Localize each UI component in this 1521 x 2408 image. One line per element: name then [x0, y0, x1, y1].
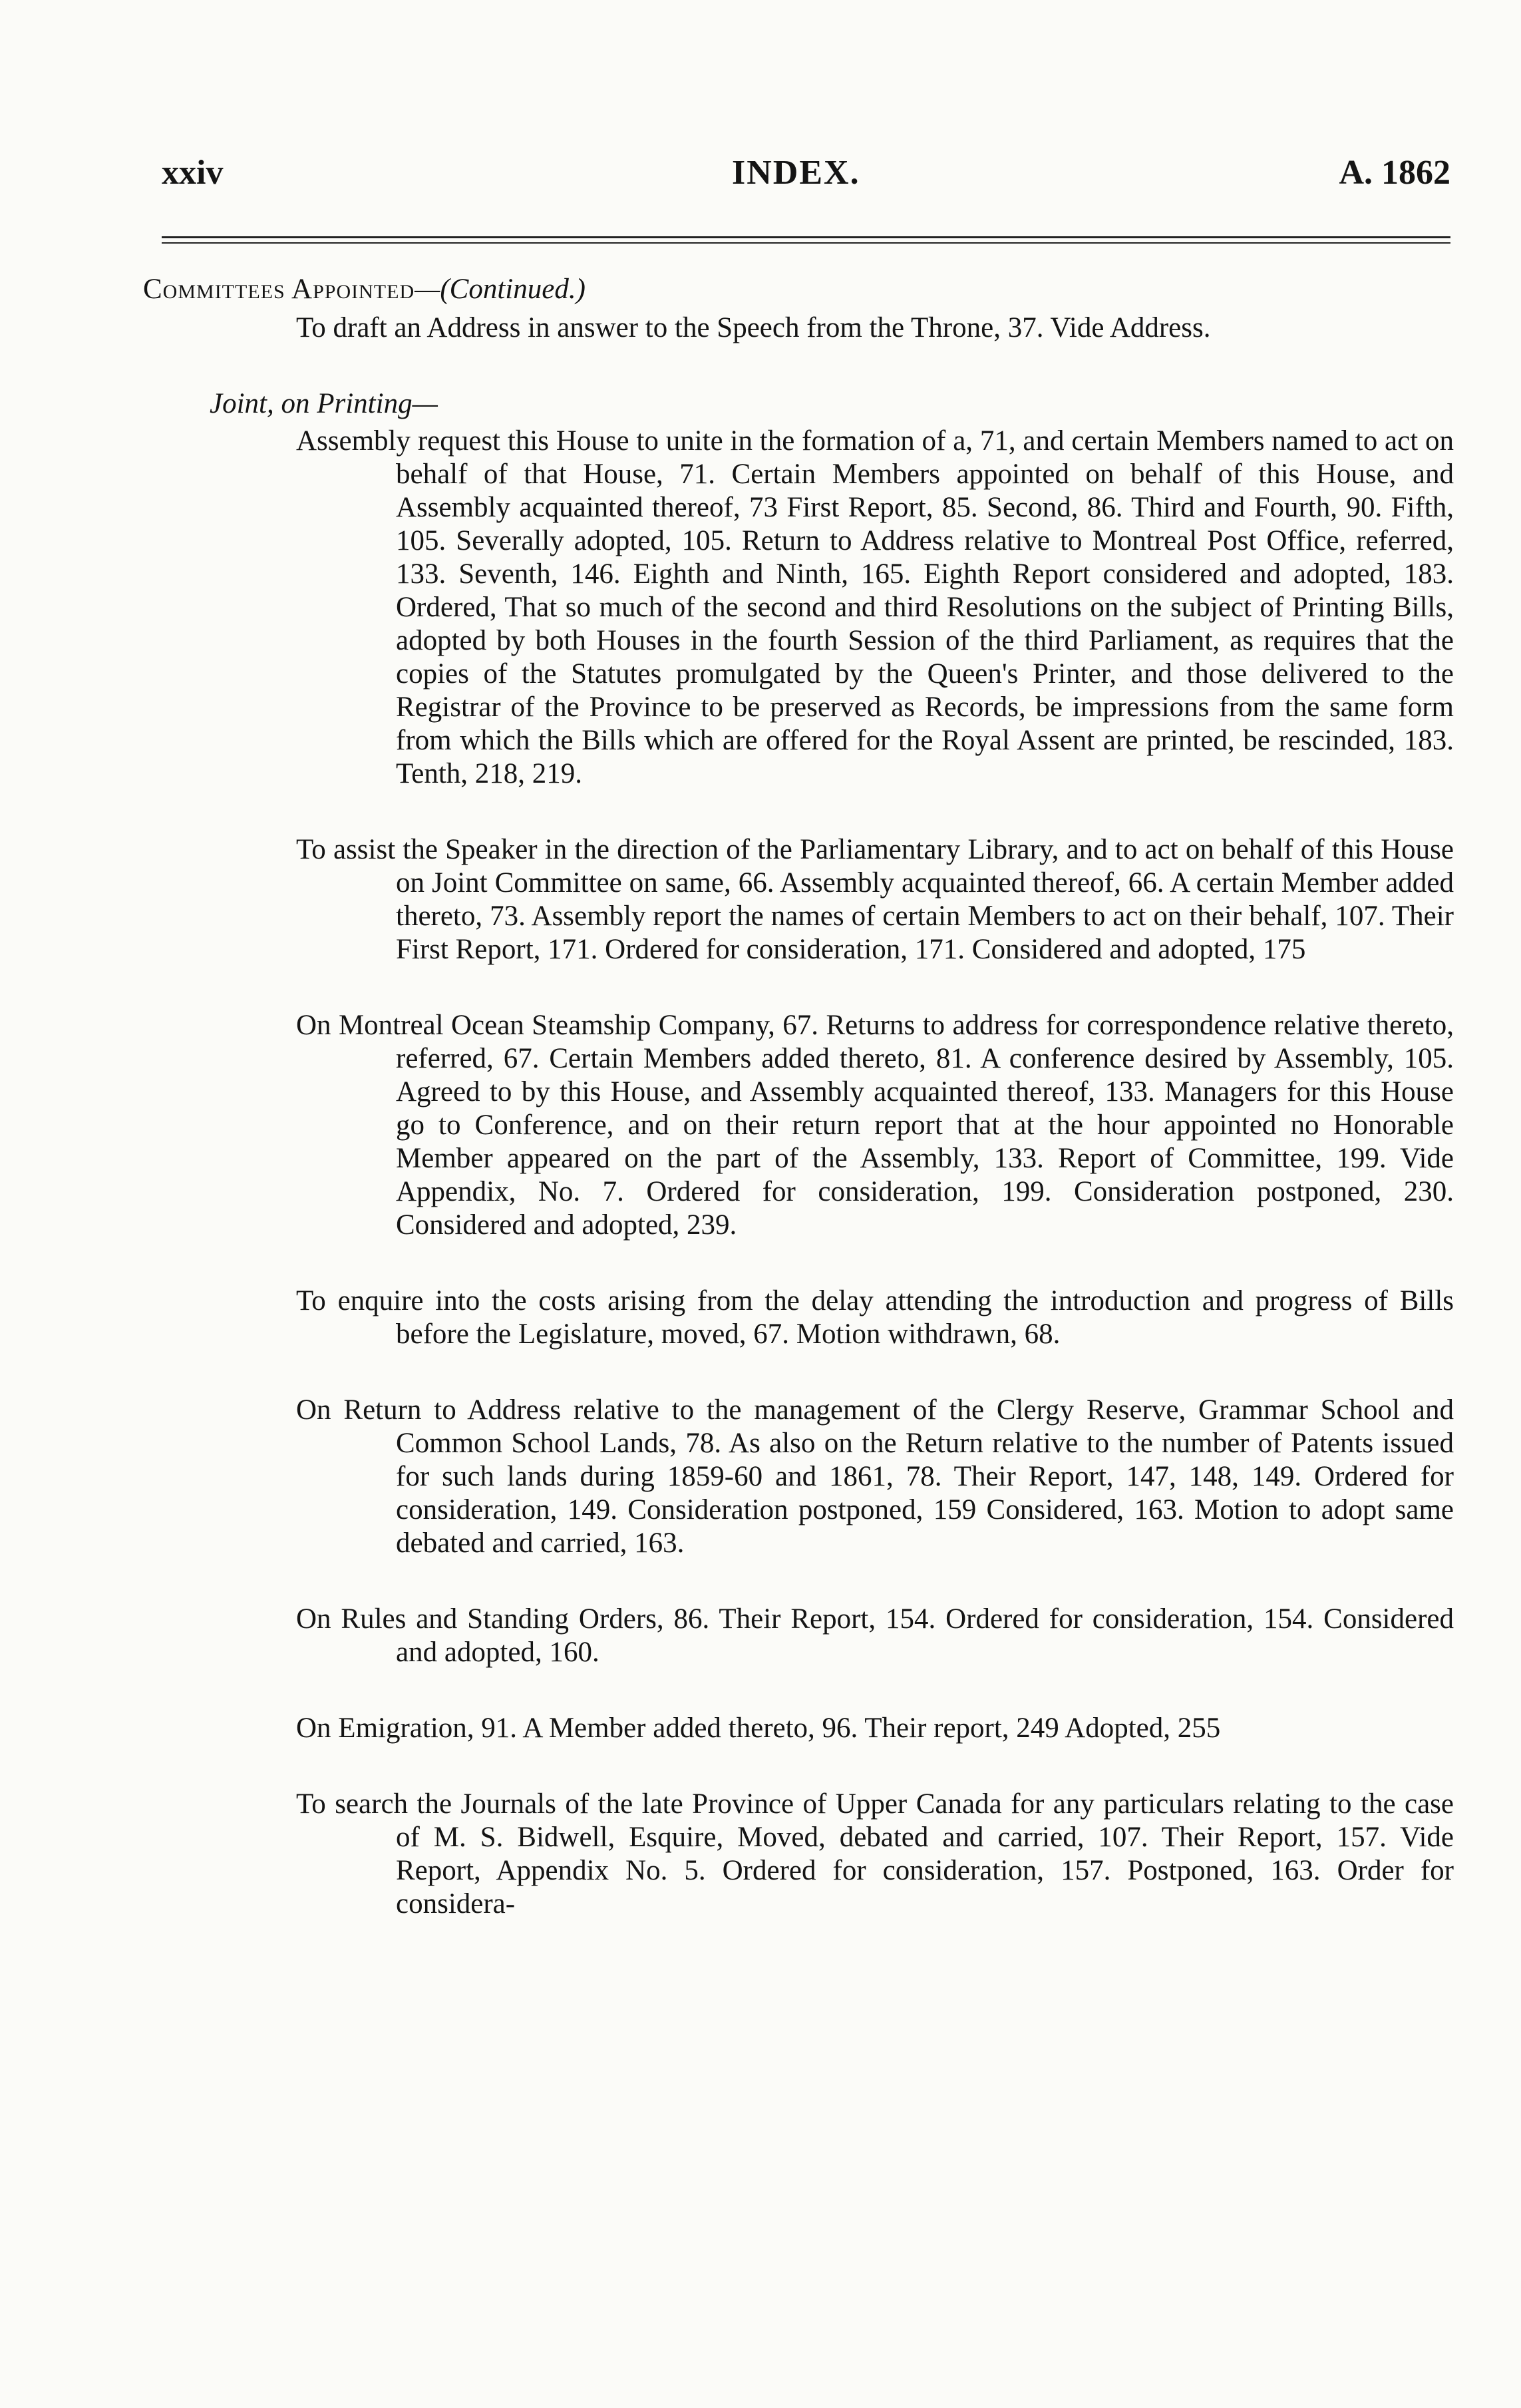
header-rule-top	[162, 236, 1450, 238]
section-title: Committees Appointed	[143, 274, 415, 305]
header-rule-bottom	[162, 242, 1450, 244]
page-header	[162, 153, 1450, 213]
section-continued: —(Continued.)	[415, 274, 586, 305]
index-section	[143, 273, 1454, 1921]
running-title: INDEX.	[732, 154, 860, 192]
entry-bills-costs: To enquire into the costs arising from the delay attending the introduction and progress of Bills before the Legislature, moved, 67. Motion withdrawn, 68.	[296, 1285, 1454, 1350]
section-heading	[143, 273, 1454, 306]
entry-emigration: On Emigration, 91. A Member added thereto, 96. Their report, 249 Adopted, 255	[296, 1712, 1221, 1744]
volume-year: A. 1862	[1339, 154, 1450, 192]
entry-bidwell: To search the Journals of the late Province of Upper Canada for any particulars relating to the case of M. S. Bidwell, Esquire, Moved, debated and carried, 107. Their Report, 157. Vide Report, Appendix No. 5. Ordered for consideration, 157. Postponed, 163. Order for considera-	[296, 1788, 1454, 1919]
page-number: xxiv	[162, 154, 224, 192]
entry-joint-printing: Assembly request this House to unite in the formation of a, 71, and certain Members named to act on behalf of that House, 71. Certain Members appointed on behalf of this House, and Assembly acquainted thereof, 73 First Report, 85. Second, 86. Third and Fourth, 90. Fifth, 105. Severally adopted, 105. Return to Address relative to Montreal Post Office, referred, 133. Seventh, 146. Eighth and Ninth, 165. Eighth Report considered and adopted, 183. Ordered, That so much of the second and third Resolutions on the subject of Printing Bills, adopted by both Houses in the fourth Session of the third Parliament, as requires that the copies of the Statutes promulgated by the Queen's Printer, and those delivered to the Registrar of the Province to be preserved as Records, be impressions from the same form from which the Bills which are offered for the Royal Assent are printed, be rescinded, 183. Tenth, 218, 219.	[296, 425, 1454, 789]
entry-steamship: On Montreal Ocean Steamship Company, 67. Returns to address for correspondence relative thereto, referred, 67. Certain Members added thereto, 81. A conference desired by Assembly, 105. Agreed to by this House, and Assembly acquainted thereof, 133. Managers for this House go to Conference, and on their return report that at the hour appointed no Honorable Member appeared on the part of the Assembly, 133. Report of Committee, 199. Vide Appendix, No. 7. Ordered for consideration, 199. Consideration postponed, 230. Considered and adopted, 239.	[296, 1010, 1454, 1241]
entry-address: To draft an Address in answer to the Speech from the Throne, 37. Vide Address.	[296, 312, 1211, 343]
subhead-joint-printing: Joint, on Printing—	[210, 388, 438, 419]
entry-rules: On Rules and Standing Orders, 86. Their Report, 154. Ordered for consideration, 154. Considered and adopted, 160.	[296, 1603, 1454, 1668]
entry-clergy-reserve: On Return to Address relative to the management of the Clergy Reserve, Grammar School and Common School Lands, 78. As also on the Return relative to the number of Patents issued for such lands during 1859-60 and 1861, 78. Their Report, 147, 148, 149. Ordered for consideration, 149. Consideration postponed, 159 Considered, 163. Motion to adopt same debated and carried, 163.	[296, 1394, 1454, 1559]
entry-library: To assist the Speaker in the direction of the Parliamentary Library, and to act on behalf of this House on Joint Committee on same, 66. Assembly acquainted thereof, 66. A certain Member added thereto, 73. Assembly report the names of certain Members to act on their behalf, 107. Their First Report, 171. Ordered for consideration, 171. Considered and adopted, 175	[296, 834, 1454, 965]
